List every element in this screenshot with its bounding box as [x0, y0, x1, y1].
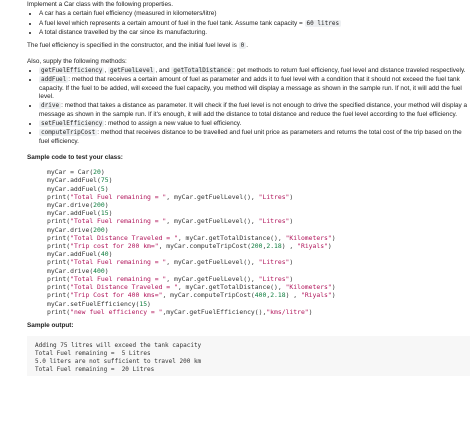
method-code: getTotalDistance	[173, 66, 232, 74]
code-line: myCar.addFuel(15)	[47, 209, 113, 218]
method-description: : method that takes a distance as parameter. It will check if the fuel level is not enough to drive the specified distance, your method will display a message as shown in the sample run. If it's enough, it will add the distance to total distance and reduce the fuel level according to the fuel efficiency.	[39, 102, 468, 118]
output-line: Total Fuel remaining = 5 Litres	[35, 350, 151, 358]
property-list	[27, 10, 470, 37]
code-line: print("Trip Cost for 400 kms=", myCar.computeTripCost(400,2.18) , "Riyals")	[47, 291, 336, 300]
separator-text: , and	[155, 66, 172, 74]
code-line: myCar.drive(200)	[47, 225, 109, 234]
efficiency-note-end: .	[246, 42, 249, 50]
property-item	[39, 20, 470, 28]
efficiency-note	[27, 42, 470, 50]
sample-code-heading: Sample code to test your class:	[27, 153, 123, 161]
code-line: myCar.drive(200)	[47, 201, 109, 210]
efficiency-note-text: The fuel efficiency is specified in the constructor, and the initial fuel level is	[27, 42, 239, 50]
method-code: getFuelEfficiency	[41, 66, 103, 74]
code-line: print("Total Distance Traveled = ", myCar.getTotalDistance(), "Kilometers")	[47, 283, 336, 292]
method-item-drive	[39, 102, 470, 119]
output-line: Total Fuel remaining = 20 Litres	[35, 365, 155, 373]
code-line: myCar.setFuelEfficiency(15)	[47, 299, 151, 308]
code-line: print("Total Fuel remaining = ", myCar.getFuelLevel(), "Litres")	[47, 274, 294, 283]
methods-heading: Also, supply the following methods:	[27, 57, 127, 65]
method-code: setFuelEfficiency	[41, 119, 103, 127]
method-list	[27, 67, 470, 146]
method-code: getFuelLevel	[109, 66, 154, 74]
code-line: print("Total Distance Traveled = ", myCar.getTotalDistance(), "Kilometers")	[47, 233, 336, 242]
code-line: print("Total Fuel remaining = ", myCar.getFuelLevel(), "Litres")	[47, 192, 294, 201]
tank-capacity-code: 60 litres	[306, 19, 340, 27]
method-item-computetripcost	[39, 129, 470, 146]
method-item-addfuel	[39, 76, 470, 101]
method-description: : method that receives a certain amount of fuel as parameter and adds it to fuel level with a condition that it should not exceed the fuel tank capacity. If the fuel to be added, will exceed the fuel capacity, you method will display a message as shown in the sample run. If not, it will add the fuel level.	[39, 76, 462, 100]
method-code: computeTripCost	[41, 129, 96, 137]
code-line: print("Total Fuel remaining = ", myCar.getFuelLevel(), "Litres")	[47, 258, 294, 267]
code-line: myCar.drive(400)	[47, 266, 109, 275]
property-item-text: A fuel level which represents a certain amount of fuel in the fuel tank. Assume tank capacity =	[39, 19, 305, 27]
method-code: addFuel	[41, 76, 67, 84]
output-line: Adding 75 litres will exceed the tank capacity	[35, 342, 202, 350]
code-line: print("Total Fuel remaining = ", myCar.getFuelLevel(), "Litres")	[47, 217, 294, 226]
method-description: : method to assign a new value to fuel efficiency.	[104, 119, 242, 127]
code-line: myCar.addFuel(40)	[47, 250, 113, 259]
output-line: 5.0 liters are not sufficient to travel 200 km	[35, 357, 202, 365]
sample-output-block	[27, 336, 470, 376]
code-line: myCar.addFuel(75)	[47, 176, 113, 185]
sample-code-block	[27, 166, 470, 318]
sample-output-heading: Sample output:	[27, 321, 74, 329]
initial-fuel-code: 0	[240, 42, 245, 50]
property-item: • A car has a certain fuel efficiency (measured in kilometers/litre)	[39, 10, 470, 18]
method-description: : method that receives distance to be travelled and fuel unit price as parameters and returns the total cost of the trip based on the fuel efficiency.	[39, 129, 462, 145]
code-line: print("new fuel efficiency = ",myCar.getFuelEfficiency(),"kms/litre")	[47, 307, 313, 316]
code-line: myCar.addFuel(5)	[47, 184, 109, 193]
code-line: myCar = Car(20)	[47, 168, 105, 177]
method-item-getters	[39, 67, 470, 75]
code-line: print("Trip cost for 200 km=", myCar.computeTripCost(200,2.18) , "Riyals")	[47, 242, 332, 251]
method-item-setfuelefficiency	[39, 120, 470, 128]
method-code: drive	[41, 102, 60, 110]
intro-line: Implement a Car class with the following properties.	[27, 1, 173, 8]
property-item: • A total distance travelled by the car since its manufacturing.	[39, 29, 470, 37]
method-description: : get methods to return fuel efficiency, fuel level and distance traveled respectively.	[233, 66, 466, 74]
separator-text: ,	[104, 66, 108, 74]
